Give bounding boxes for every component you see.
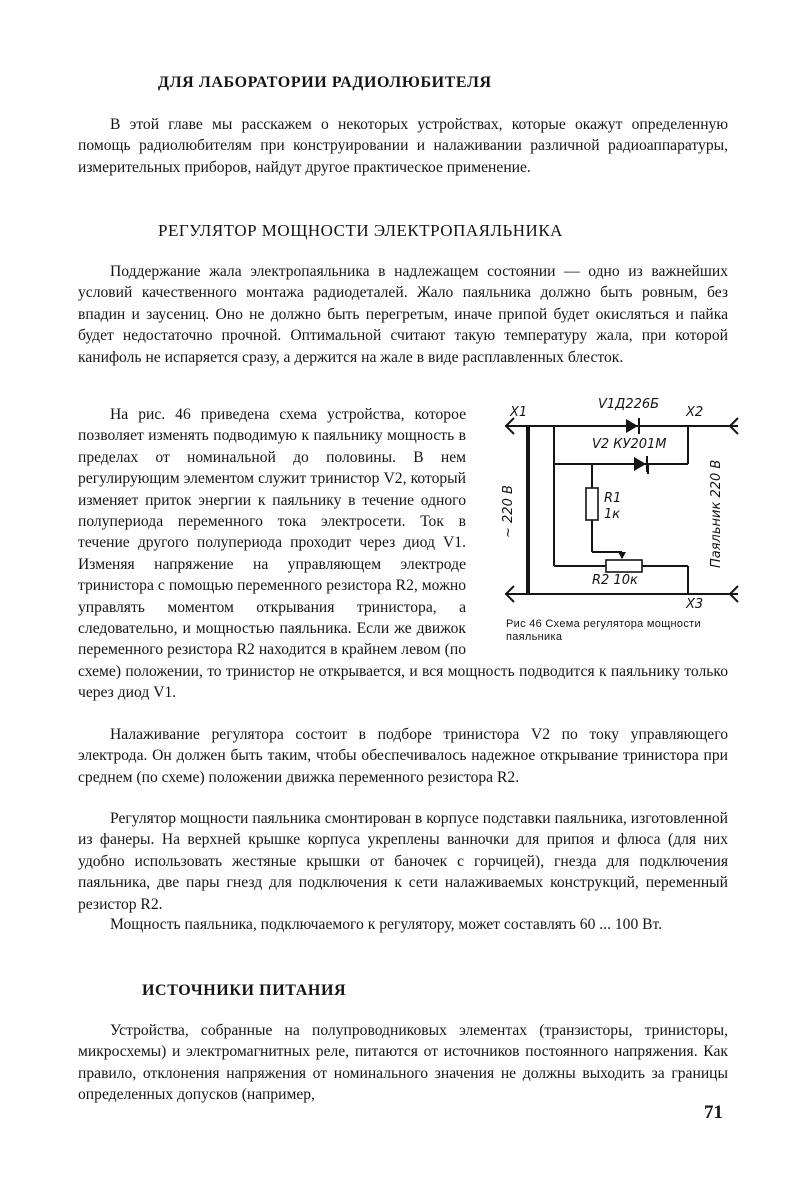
section-heading-regulator: РЕГУЛЯТОР МОЩНОСТИ ЭЛЕКТРОПАЯЛЬНИКА: [158, 221, 563, 240]
v2-label: V2 КУ201М: [592, 437, 667, 452]
v1-label: V1Д226Б: [598, 397, 660, 412]
paragraph-soldering-tip-text: Поддержание жала электропаяльника в надлежащем состоянии — одно из важнейших условий качественного монтажа радиодеталей. Жало паяльника должно быть ровным, без впадин и заусениц. Оно не должно быть перегретым, иначе припой будет окисляться и пайка будет недостаточно прочной. Оптимальной считают такую температуру жала, при которой канифоль не испаряется сразу, а держится на жале в виде расплавленных блесток.: [78, 263, 728, 366]
intro-paragraph: В этой главе мы расскажем о некоторых устройствах, которые окажут определенную помощь радиолюбителям при конструировании и налаживании различной радиоаппаратуры, измерительных приборов, найдут другое практическое применение.: [78, 116, 728, 176]
r1-label: R1: [604, 491, 622, 506]
r2-resistor: [606, 560, 642, 572]
figure-caption: Рис 46 Схема регулятора мощности паяльника: [506, 618, 701, 643]
x3-label: X3: [686, 597, 704, 610]
paragraph-adjustment: Налаживание регулятора состоит в подборе тринистора V2 по току управляющего электрода. Он должен быть таким, чтобы обеспечивалось надежное открывание тринистора при среднем (по схеме) положении движка переменного резистора R2.: [78, 726, 728, 786]
section-heading-power-supplies: ИСТОЧНИКИ ПИТАНИЯ: [142, 982, 347, 999]
r2-wiper-arrow: [618, 552, 626, 559]
paragraph-power-rating: Мощность паяльника, подключаемого к регулятору, может составлять 60 ... 100 Вт.: [110, 916, 663, 933]
r1-resistor: [586, 488, 598, 520]
v2-thyristor-body: [634, 457, 646, 471]
r1-value-label: 1к: [604, 507, 621, 522]
paragraph-soldering-tip: [78, 261, 728, 368]
regulator-schematic: [488, 378, 748, 610]
paragraph-circuit-description-text: На рис. 46 приведена схема устройства, которое позволяет изменять подводимую к паяльнику мощность в пределах от номинальной до половины. В нем регулирующим элементом служит тринистор V2, который изменяет приток энергии к паяльнику в течение одного полупериода переменного тока электросети. Ток в течение другого полупериода проходит через диод V1. Изменяя напряжение на управляющем электроде тринистора с помощью переменного резистора R2, можно управлять моментом открывания тринистора, а следовательно, и мощностью паяльника. Если же движок переменного резистора R2 находится в крайнем левом (по схеме) положении, то тринистор не открывается, и вся мощность подводится к паяльнику только через диод V1.: [78, 406, 728, 702]
load-label: Паяльник 220 В: [709, 459, 724, 568]
x2-label: X2: [686, 405, 704, 420]
page-number: 71: [704, 1102, 723, 1123]
mains-voltage-label: ~ 220 В: [501, 485, 516, 538]
v1-diode-body: [626, 419, 638, 433]
paragraph-construction: Регулятор мощности паяльника смонтирован в корпусе подставки паяльника, изготовленной из фанеры. На верхней крышке корпуса укреплены ванночки для припоя и флюса (для них удобно использовать жестяные крышки от баночек с горчицей), гнезда для подключения паяльника, две пары гнезд для подключения к сети налаживаемых конструкций, переменный резистор R2.: [78, 810, 728, 913]
figure-46-schematic: [488, 378, 748, 610]
chapter-heading: ДЛЯ ЛАБОРАТОРИИ РАДИОЛЮБИТЕЛЯ: [158, 74, 492, 91]
paragraph-power-supplies: Устройства, собранные на полупроводниковых элементах (транзисторы, тринисторы, микросхемы) и электромагнитных реле, питаются от источников постоянного напряжения. Как правило, отклонения напряжения от номинального значения не должны выходить за границы определенных допусков (например,: [78, 1022, 728, 1104]
r2-label: R2 10к: [592, 573, 638, 588]
x1-label: X1: [510, 405, 528, 420]
